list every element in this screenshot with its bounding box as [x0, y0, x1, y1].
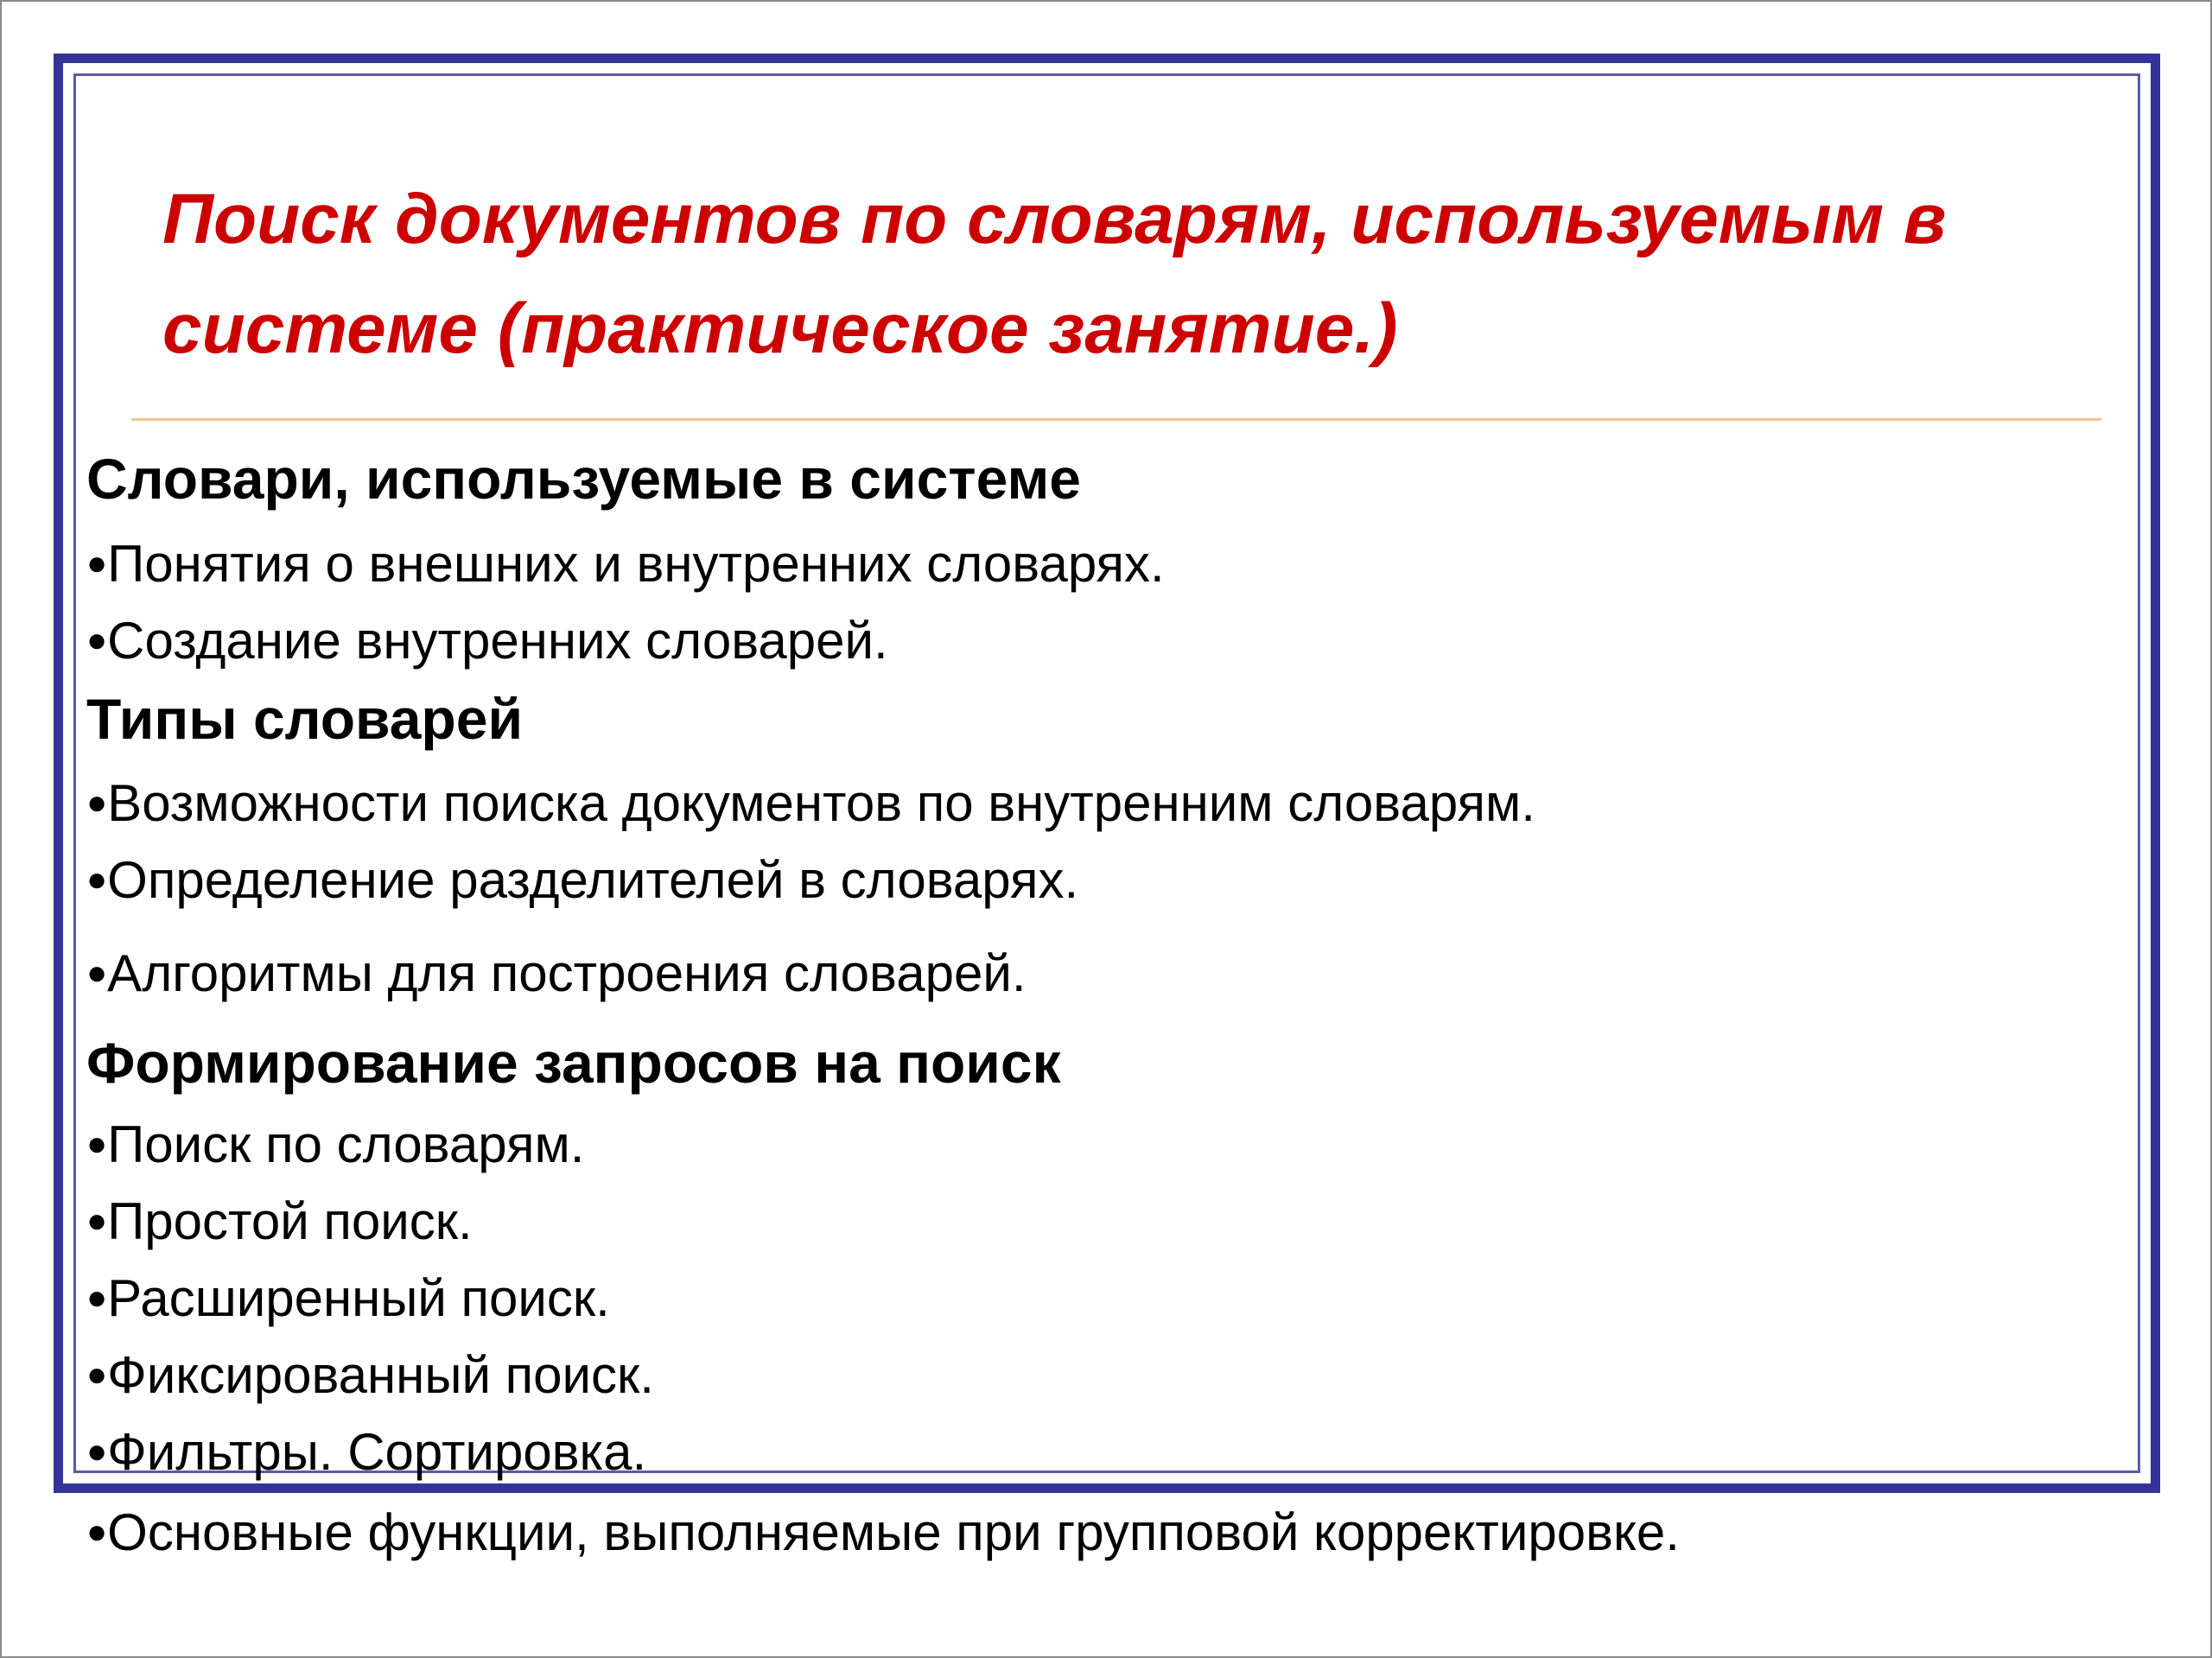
- list-item: [86, 774, 1535, 832]
- section-heading-dictionary-types: Типы словарей: [86, 687, 524, 751]
- bullet-icon: ●: [86, 1513, 108, 1551]
- bullet-icon: ●: [86, 784, 108, 822]
- list-item-text: Алгоритмы для построения словарей.: [107, 944, 1027, 1002]
- bullet-icon: ●: [86, 954, 108, 992]
- list-item: [86, 1346, 654, 1404]
- section-heading-search-queries: Формирование запросов на поиск: [86, 1031, 1061, 1095]
- list-item-text: Фильтры. Сортировка.: [107, 1423, 647, 1481]
- list-item: [86, 1115, 585, 1173]
- list-item: [86, 1503, 1680, 1561]
- list-item: [86, 612, 888, 670]
- section-heading-dictionaries: Словари, используемые в системе: [86, 447, 1081, 511]
- slide-title: Поиск документов по словарям, используемым в системе (практическое занятие.): [162, 180, 1947, 368]
- list-item: [86, 944, 1027, 1002]
- bullet-icon: ●: [86, 544, 108, 582]
- list-item-text: Создание внутренних словарей.: [107, 612, 888, 670]
- list-item-text: Расширенный поиск.: [107, 1269, 610, 1327]
- bullet-icon: ●: [86, 861, 108, 899]
- list-item: [86, 1192, 473, 1250]
- bullet-icon: ●: [86, 1356, 108, 1394]
- list-item-text: Поиск по словарям.: [107, 1115, 585, 1173]
- bullet-icon: ●: [86, 1202, 108, 1240]
- title-divider: [131, 418, 2101, 421]
- list-item: [86, 1423, 647, 1481]
- bullet-icon: ●: [86, 1432, 108, 1471]
- list-item-text: Возможности поиска документов по внутренним словарям.: [107, 774, 1535, 832]
- list-item: [86, 1269, 610, 1327]
- list-item-text: Фиксированный поиск.: [107, 1346, 654, 1404]
- bullet-icon: ●: [86, 1279, 108, 1317]
- list-item-text: Понятия о внешних и внутренних словарях.: [107, 535, 1165, 593]
- list-item-text: Основные функции, выполняемые при групповой корректировке.: [107, 1503, 1680, 1561]
- list-item-text: Определение разделителей в словарях.: [107, 851, 1079, 909]
- bullet-icon: ●: [86, 621, 108, 659]
- bullet-icon: ●: [86, 1125, 108, 1163]
- list-item-text: Простой поиск.: [107, 1192, 473, 1250]
- list-item: [86, 851, 1079, 909]
- list-item: [86, 535, 1165, 593]
